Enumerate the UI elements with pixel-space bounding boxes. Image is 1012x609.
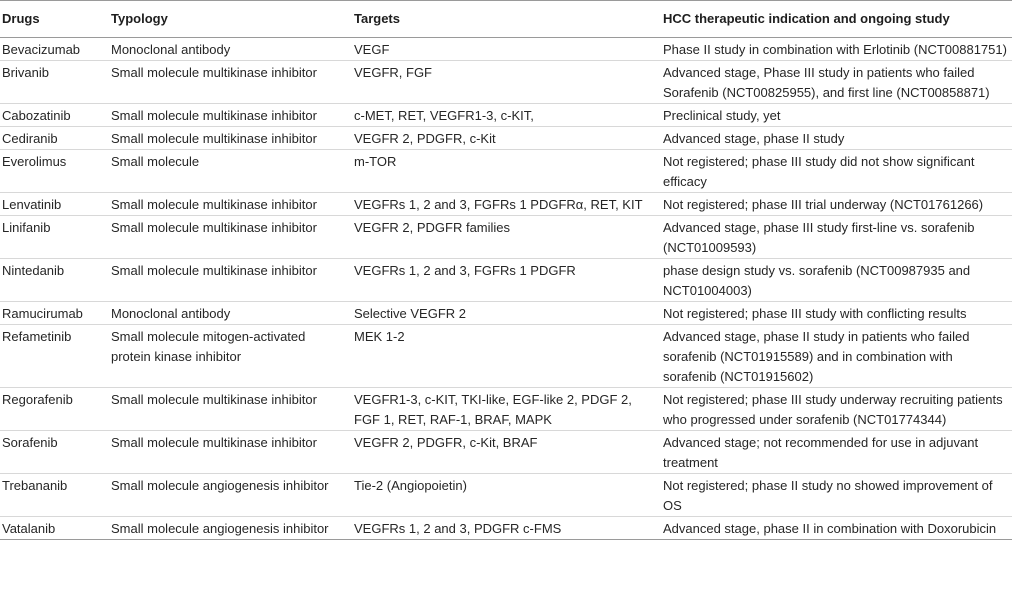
cell-indication: Not registered; phase III study with conflicting results bbox=[659, 302, 1012, 325]
table-row bbox=[0, 259, 1012, 302]
cell-drug: Refametinib bbox=[0, 325, 107, 388]
cell-drug: Bevacizumab bbox=[0, 38, 107, 61]
cell-targets: Selective VEGFR 2 bbox=[350, 302, 659, 325]
cell-indication: Advanced stage, phase III study first-line vs. sorafenib (NCT01009593) bbox=[659, 216, 1012, 259]
cell-targets: Tie-2 (Angiopoietin) bbox=[350, 474, 659, 517]
cell-typology: Small molecule multikinase inhibitor bbox=[107, 216, 350, 259]
cell-targets: c-MET, RET, VEGFR1-3, c-KIT, bbox=[350, 104, 659, 127]
cell-indication: Not registered; phase III trial underway (NCT01761266) bbox=[659, 193, 1012, 216]
cell-drug: Nintedanib bbox=[0, 259, 107, 302]
cell-indication: Advanced stage, phase II in combination with Doxorubicin bbox=[659, 517, 1012, 540]
cell-targets: VEGFR 2, PDGFR families bbox=[350, 216, 659, 259]
cell-typology: Small molecule angiogenesis inhibitor bbox=[107, 517, 350, 540]
table-row bbox=[0, 127, 1012, 150]
cell-targets: VEGFRs 1, 2 and 3, PDGFR c-FMS bbox=[350, 517, 659, 540]
cell-typology: Small molecule multikinase inhibitor bbox=[107, 104, 350, 127]
table-row bbox=[0, 431, 1012, 474]
cell-typology: Small molecule multikinase inhibitor bbox=[107, 431, 350, 474]
cell-typology: Small molecule bbox=[107, 150, 350, 193]
cell-typology: Small molecule multikinase inhibitor bbox=[107, 259, 350, 302]
table-row bbox=[0, 325, 1012, 388]
cell-indication: Phase II study in combination with Erlotinib (NCT00881751) bbox=[659, 38, 1012, 61]
table-row bbox=[0, 38, 1012, 61]
cell-typology: Monoclonal antibody bbox=[107, 302, 350, 325]
table-row bbox=[0, 474, 1012, 517]
cell-targets: VEGFR 2, PDGFR, c-Kit, BRAF bbox=[350, 431, 659, 474]
cell-targets: VEGFR, FGF bbox=[350, 61, 659, 104]
cell-drug: Cabozatinib bbox=[0, 104, 107, 127]
cell-targets: VEGFRs 1, 2 and 3, FGFRs 1 PDGFRα, RET, KIT bbox=[350, 193, 659, 216]
table-row bbox=[0, 517, 1012, 540]
cell-typology: Small molecule multikinase inhibitor bbox=[107, 127, 350, 150]
cell-indication: Not registered; phase II study no showed improvement of OS bbox=[659, 474, 1012, 517]
cell-indication: Advanced stage, phase II study bbox=[659, 127, 1012, 150]
cell-drug: Ramucirumab bbox=[0, 302, 107, 325]
cell-drug: Everolimus bbox=[0, 150, 107, 193]
cell-targets: VEGFR1-3, c-KIT, TKI-like, EGF-like 2, PDGF 2, FGF 1, RET, RAF-1, BRAF, MAPK bbox=[350, 388, 659, 431]
table-header bbox=[0, 1, 1012, 38]
cell-drug: Cediranib bbox=[0, 127, 107, 150]
cell-targets: VEGF bbox=[350, 38, 659, 61]
cell-drug: Lenvatinib bbox=[0, 193, 107, 216]
cell-indication: Advanced stage; not recommended for use in adjuvant treatment bbox=[659, 431, 1012, 474]
header-drugs: Drugs bbox=[0, 1, 107, 38]
header-row bbox=[0, 1, 1012, 38]
cell-indication: Not registered; phase III study underway recruiting patients who progressed under sorafenib (NCT01774344) bbox=[659, 388, 1012, 431]
table-row bbox=[0, 388, 1012, 431]
cell-drug: Trebananib bbox=[0, 474, 107, 517]
cell-indication: Not registered; phase III study did not show significant efficacy bbox=[659, 150, 1012, 193]
header-typology: Typology bbox=[107, 1, 350, 38]
cell-typology: Small molecule multikinase inhibitor bbox=[107, 193, 350, 216]
cell-indication: Advanced stage, Phase III study in patients who failed Sorafenib (NCT00825955), and first line (NCT00858871) bbox=[659, 61, 1012, 104]
table-body bbox=[0, 38, 1012, 540]
cell-drug: Brivanib bbox=[0, 61, 107, 104]
cell-drug: Vatalanib bbox=[0, 517, 107, 540]
cell-indication: phase design study vs. sorafenib (NCT00987935 and NCT01004003) bbox=[659, 259, 1012, 302]
cell-typology: Small molecule mitogen-activated protein kinase inhibitor bbox=[107, 325, 350, 388]
cell-targets: m-TOR bbox=[350, 150, 659, 193]
cell-targets: VEGFRs 1, 2 and 3, FGFRs 1 PDGFR bbox=[350, 259, 659, 302]
table-row bbox=[0, 193, 1012, 216]
cell-targets: MEK 1-2 bbox=[350, 325, 659, 388]
cell-drug: Sorafenib bbox=[0, 431, 107, 474]
header-targets: Targets bbox=[350, 1, 659, 38]
header-indication: HCC therapeutic indication and ongoing study bbox=[659, 1, 1012, 38]
cell-targets: VEGFR 2, PDGFR, c-Kit bbox=[350, 127, 659, 150]
cell-typology: Monoclonal antibody bbox=[107, 38, 350, 61]
cell-typology: Small molecule angiogenesis inhibitor bbox=[107, 474, 350, 517]
cell-indication: Preclinical study, yet bbox=[659, 104, 1012, 127]
cell-typology: Small molecule multikinase inhibitor bbox=[107, 388, 350, 431]
cell-drug: Linifanib bbox=[0, 216, 107, 259]
cell-drug: Regorafenib bbox=[0, 388, 107, 431]
table-row bbox=[0, 302, 1012, 325]
table-row bbox=[0, 216, 1012, 259]
table-row bbox=[0, 150, 1012, 193]
cell-typology: Small molecule multikinase inhibitor bbox=[107, 61, 350, 104]
table-row bbox=[0, 104, 1012, 127]
cell-indication: Advanced stage, phase II study in patients who failed sorafenib (NCT01915589) and in combination with sorafenib (NCT01915602) bbox=[659, 325, 1012, 388]
table-row bbox=[0, 61, 1012, 104]
